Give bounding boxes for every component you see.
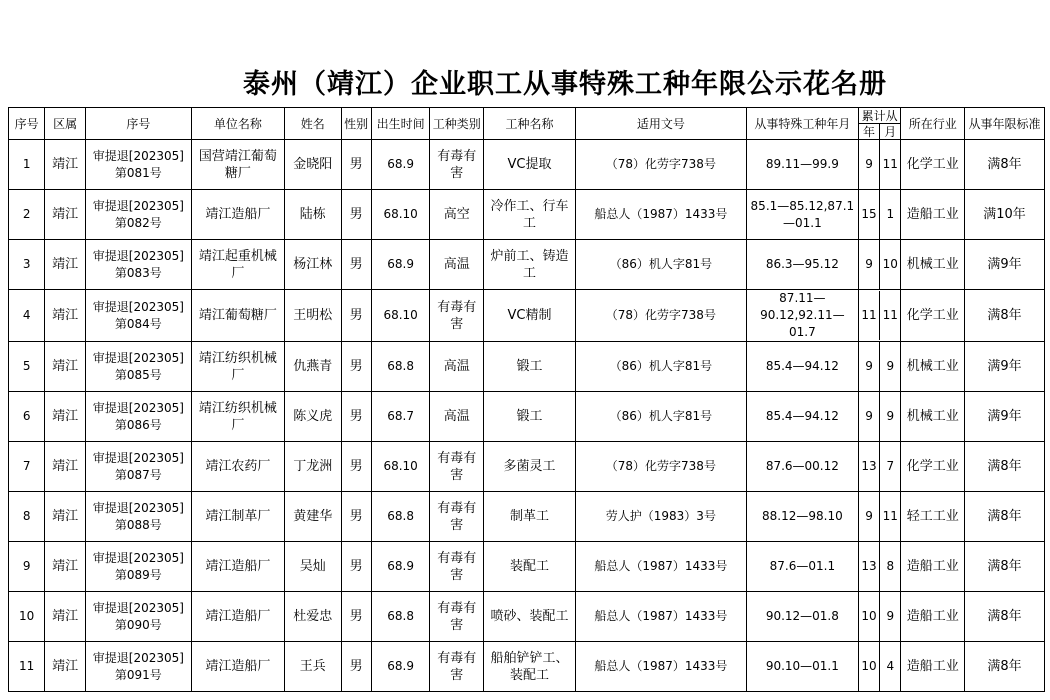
cell-period: 89.11—99.9 xyxy=(746,140,858,190)
cell-total xyxy=(858,492,900,542)
cell-category: 有毒有害 xyxy=(430,140,484,190)
cell-months: 7 xyxy=(886,459,895,473)
cell-code: 审提退[202305]第086号 xyxy=(85,392,191,442)
cell-birth: 68.9 xyxy=(371,140,430,190)
header-total-label: 累计从 xyxy=(859,108,900,124)
cell-gender: 男 xyxy=(341,442,371,492)
header-birth: 出生时间 xyxy=(371,108,430,140)
cell-seq: 5 xyxy=(9,342,45,392)
cell-district: 靖江 xyxy=(45,542,85,592)
cell-code: 审提退[202305]第081号 xyxy=(85,140,191,190)
cell-name: 金晓阳 xyxy=(284,140,341,190)
cell-standard: 满8年 xyxy=(965,492,1045,542)
cell-unit: 靖江制革厂 xyxy=(191,492,284,542)
cell-job: VC精制 xyxy=(483,290,575,342)
cell-name: 丁龙洲 xyxy=(284,442,341,492)
cell-standard: 满8年 xyxy=(965,442,1045,492)
cell-unit: 国营靖江葡萄糖厂 xyxy=(191,140,284,190)
cell-months: 9 xyxy=(886,409,895,423)
cell-gender: 男 xyxy=(341,140,371,190)
table-row xyxy=(9,492,1045,542)
cell-category: 高空 xyxy=(430,190,484,240)
cell-gender: 男 xyxy=(341,190,371,240)
cell-birth: 68.8 xyxy=(371,592,430,642)
cell-job: 锻工 xyxy=(483,342,575,392)
cell-unit: 靖江农药厂 xyxy=(191,442,284,492)
cell-seq: 4 xyxy=(9,290,45,342)
header-code: 序号 xyxy=(85,108,191,140)
cell-category: 有毒有害 xyxy=(430,290,484,342)
cell-category: 有毒有害 xyxy=(430,442,484,492)
header-district: 区属 xyxy=(45,108,85,140)
cell-period: 87.6—01.1 xyxy=(746,542,858,592)
cell-total xyxy=(858,442,900,492)
table-row xyxy=(9,392,1045,442)
cell-industry: 造船工业 xyxy=(901,642,965,692)
cell-doc: 船总人（1987）1433号 xyxy=(575,592,746,642)
cell-total xyxy=(858,290,900,342)
cell-standard: 满8年 xyxy=(965,642,1045,692)
cell-seq: 1 xyxy=(9,140,45,190)
cell-birth: 68.7 xyxy=(371,392,430,442)
cell-category: 高温 xyxy=(430,342,484,392)
cell-code: 审提退[202305]第085号 xyxy=(85,342,191,392)
cell-period: 88.12—98.10 xyxy=(746,492,858,542)
table-row xyxy=(9,190,1045,240)
cell-district: 靖江 xyxy=(45,140,85,190)
cell-seq: 6 xyxy=(9,392,45,442)
cell-standard: 满9年 xyxy=(965,342,1045,392)
cell-years: 11 xyxy=(859,291,880,340)
cell-unit: 靖江起重机械厂 xyxy=(191,240,284,290)
cell-category: 高温 xyxy=(430,240,484,290)
cell-industry: 机械工业 xyxy=(901,342,965,392)
cell-seq: 3 xyxy=(9,240,45,290)
cell-name: 王明松 xyxy=(284,290,341,342)
roster-table xyxy=(8,107,1045,692)
cell-district: 靖江 xyxy=(45,290,85,342)
cell-years: 9 xyxy=(859,342,880,391)
cell-seq: 2 xyxy=(9,190,45,240)
header-industry: 所在行业 xyxy=(901,108,965,140)
cell-period: 90.12—01.8 xyxy=(746,592,858,642)
cell-job: 冷作工、行车工 xyxy=(483,190,575,240)
header-gender: 性别 xyxy=(341,108,371,140)
cell-years: 9 xyxy=(859,492,880,541)
cell-years: 9 xyxy=(859,140,880,189)
cell-seq: 9 xyxy=(9,542,45,592)
cell-district: 靖江 xyxy=(45,392,85,442)
cell-gender: 男 xyxy=(341,592,371,642)
cell-doc: （78）化劳字738号 xyxy=(575,442,746,492)
cell-birth: 68.10 xyxy=(371,190,430,240)
cell-industry: 造船工业 xyxy=(901,190,965,240)
cell-job: 喷砂、装配工 xyxy=(483,592,575,642)
cell-industry: 机械工业 xyxy=(901,392,965,442)
cell-gender: 男 xyxy=(341,542,371,592)
cell-job: VC提取 xyxy=(483,140,575,190)
header-total xyxy=(858,108,900,140)
cell-period: 85.4—94.12 xyxy=(746,392,858,442)
cell-months: 9 xyxy=(886,609,895,623)
cell-doc: 船总人（1987）1433号 xyxy=(575,190,746,240)
cell-industry: 机械工业 xyxy=(901,240,965,290)
cell-gender: 男 xyxy=(341,392,371,442)
cell-unit: 靖江葡萄糖厂 xyxy=(191,290,284,342)
cell-birth: 68.10 xyxy=(371,290,430,342)
table-row xyxy=(9,542,1045,592)
cell-district: 靖江 xyxy=(45,492,85,542)
cell-industry: 化学工业 xyxy=(901,442,965,492)
cell-months: 9 xyxy=(886,359,895,373)
page-title: 泰州（靖江）企业职工从事特殊工种年限公示花名册 xyxy=(243,69,887,100)
cell-doc: 船总人（1987）1433号 xyxy=(575,642,746,692)
cell-doc: （78）化劳字738号 xyxy=(575,140,746,190)
cell-years: 13 xyxy=(859,542,880,591)
cell-period: 85.4—94.12 xyxy=(746,342,858,392)
cell-code: 审提退[202305]第082号 xyxy=(85,190,191,240)
cell-doc: （86）机人字81号 xyxy=(575,342,746,392)
cell-district: 靖江 xyxy=(45,190,85,240)
cell-unit: 靖江纺织机械厂 xyxy=(191,342,284,392)
cell-name: 吴灿 xyxy=(284,542,341,592)
cell-district: 靖江 xyxy=(45,592,85,642)
cell-doc: 船总人（1987）1433号 xyxy=(575,542,746,592)
table-body xyxy=(9,140,1045,692)
table-row xyxy=(9,342,1045,392)
cell-industry: 化学工业 xyxy=(901,140,965,190)
table-row xyxy=(9,592,1045,642)
cell-months: 10 xyxy=(882,257,898,271)
cell-name: 王兵 xyxy=(284,642,341,692)
cell-seq: 10 xyxy=(9,592,45,642)
cell-job: 装配工 xyxy=(483,542,575,592)
cell-district: 靖江 xyxy=(45,442,85,492)
cell-name: 陆栋 xyxy=(284,190,341,240)
table-row xyxy=(9,140,1045,190)
cell-years: 10 xyxy=(859,592,880,641)
cell-standard: 满8年 xyxy=(965,592,1045,642)
cell-category: 高温 xyxy=(430,392,484,442)
cell-name: 黄建华 xyxy=(284,492,341,542)
cell-seq: 8 xyxy=(9,492,45,542)
cell-total xyxy=(858,642,900,692)
cell-unit: 靖江造船厂 xyxy=(191,190,284,240)
cell-gender: 男 xyxy=(341,240,371,290)
cell-seq: 11 xyxy=(9,642,45,692)
header-job: 工种名称 xyxy=(483,108,575,140)
header-unit: 单位名称 xyxy=(191,108,284,140)
cell-category: 有毒有害 xyxy=(430,492,484,542)
header-doc: 适用文号 xyxy=(575,108,746,140)
cell-months: 11 xyxy=(882,308,898,322)
cell-name: 仇燕青 xyxy=(284,342,341,392)
cell-name: 陈义虎 xyxy=(284,392,341,442)
cell-birth: 68.9 xyxy=(371,240,430,290)
cell-birth: 68.9 xyxy=(371,642,430,692)
table-row xyxy=(9,442,1045,492)
cell-total xyxy=(858,392,900,442)
cell-industry: 轻工工业 xyxy=(901,492,965,542)
cell-years: 9 xyxy=(859,392,880,441)
cell-category: 有毒有害 xyxy=(430,642,484,692)
cell-name: 杨江林 xyxy=(284,240,341,290)
cell-period: 90.10—01.1 xyxy=(746,642,858,692)
header-name: 姓名 xyxy=(284,108,341,140)
cell-job: 船舶铲铲工、装配工 xyxy=(483,642,575,692)
cell-gender: 男 xyxy=(341,642,371,692)
cell-standard: 满9年 xyxy=(965,392,1045,442)
cell-years: 9 xyxy=(859,240,880,289)
cell-category: 有毒有害 xyxy=(430,592,484,642)
cell-total xyxy=(858,140,900,190)
cell-doc: （78）化劳字738号 xyxy=(575,290,746,342)
table-header-row xyxy=(9,108,1045,140)
cell-code: 审提退[202305]第084号 xyxy=(85,290,191,342)
cell-code: 审提退[202305]第083号 xyxy=(85,240,191,290)
cell-months: 11 xyxy=(882,157,898,171)
cell-years: 10 xyxy=(859,642,880,691)
cell-period: 85.1—85.12,87.1—01.1 xyxy=(746,190,858,240)
cell-name: 杜爱忠 xyxy=(284,592,341,642)
cell-industry: 造船工业 xyxy=(901,592,965,642)
cell-doc: 劳人护（1983）3号 xyxy=(575,492,746,542)
cell-years: 15 xyxy=(859,190,880,239)
cell-unit: 靖江造船厂 xyxy=(191,642,284,692)
cell-category: 有毒有害 xyxy=(430,542,484,592)
cell-months: 4 xyxy=(886,659,895,673)
cell-total xyxy=(858,240,900,290)
cell-total xyxy=(858,592,900,642)
cell-unit: 靖江纺织机械厂 xyxy=(191,392,284,442)
header-standard: 从事年限标准 xyxy=(965,108,1045,140)
cell-industry: 化学工业 xyxy=(901,290,965,342)
cell-unit: 靖江造船厂 xyxy=(191,592,284,642)
cell-months: 8 xyxy=(886,559,895,573)
cell-district: 靖江 xyxy=(45,342,85,392)
cell-standard: 满9年 xyxy=(965,240,1045,290)
header-period: 从事特殊工种年月 xyxy=(746,108,858,140)
header-seq: 序号 xyxy=(9,108,45,140)
cell-months: 1 xyxy=(886,207,895,221)
cell-standard: 满8年 xyxy=(965,290,1045,342)
cell-district: 靖江 xyxy=(45,642,85,692)
cell-job: 多菌灵工 xyxy=(483,442,575,492)
cell-birth: 68.10 xyxy=(371,442,430,492)
header-months: 月 xyxy=(884,124,897,139)
cell-job: 锻工 xyxy=(483,392,575,442)
cell-gender: 男 xyxy=(341,342,371,392)
table-row xyxy=(9,642,1045,692)
cell-unit: 靖江造船厂 xyxy=(191,542,284,592)
cell-code: 审提退[202305]第087号 xyxy=(85,442,191,492)
cell-standard: 满10年 xyxy=(965,190,1045,240)
cell-code: 审提退[202305]第088号 xyxy=(85,492,191,542)
cell-standard: 满8年 xyxy=(965,542,1045,592)
cell-years: 13 xyxy=(859,442,880,491)
cell-doc: （86）机人字81号 xyxy=(575,392,746,442)
cell-gender: 男 xyxy=(341,492,371,542)
cell-birth: 68.8 xyxy=(371,492,430,542)
cell-code: 审提退[202305]第090号 xyxy=(85,592,191,642)
cell-code: 审提退[202305]第091号 xyxy=(85,642,191,692)
table-row xyxy=(9,240,1045,290)
cell-total xyxy=(858,542,900,592)
cell-job: 炉前工、铸造工 xyxy=(483,240,575,290)
cell-birth: 68.8 xyxy=(371,342,430,392)
cell-total xyxy=(858,342,900,392)
cell-standard: 满8年 xyxy=(965,140,1045,190)
cell-code: 审提退[202305]第089号 xyxy=(85,542,191,592)
cell-period: 87.11—90.12,92.11—01.7 xyxy=(746,290,858,342)
cell-industry: 造船工业 xyxy=(901,542,965,592)
cell-period: 86.3—95.12 xyxy=(746,240,858,290)
cell-doc: （86）机人字81号 xyxy=(575,240,746,290)
cell-job: 制革工 xyxy=(483,492,575,542)
table-row xyxy=(9,290,1045,342)
header-years: 年 xyxy=(859,124,880,139)
cell-district: 靖江 xyxy=(45,240,85,290)
cell-months: 11 xyxy=(882,509,898,523)
cell-seq: 7 xyxy=(9,442,45,492)
cell-period: 87.6—00.12 xyxy=(746,442,858,492)
cell-birth: 68.9 xyxy=(371,542,430,592)
cell-gender: 男 xyxy=(341,290,371,342)
cell-total xyxy=(858,190,900,240)
header-category: 工种类别 xyxy=(430,108,484,140)
